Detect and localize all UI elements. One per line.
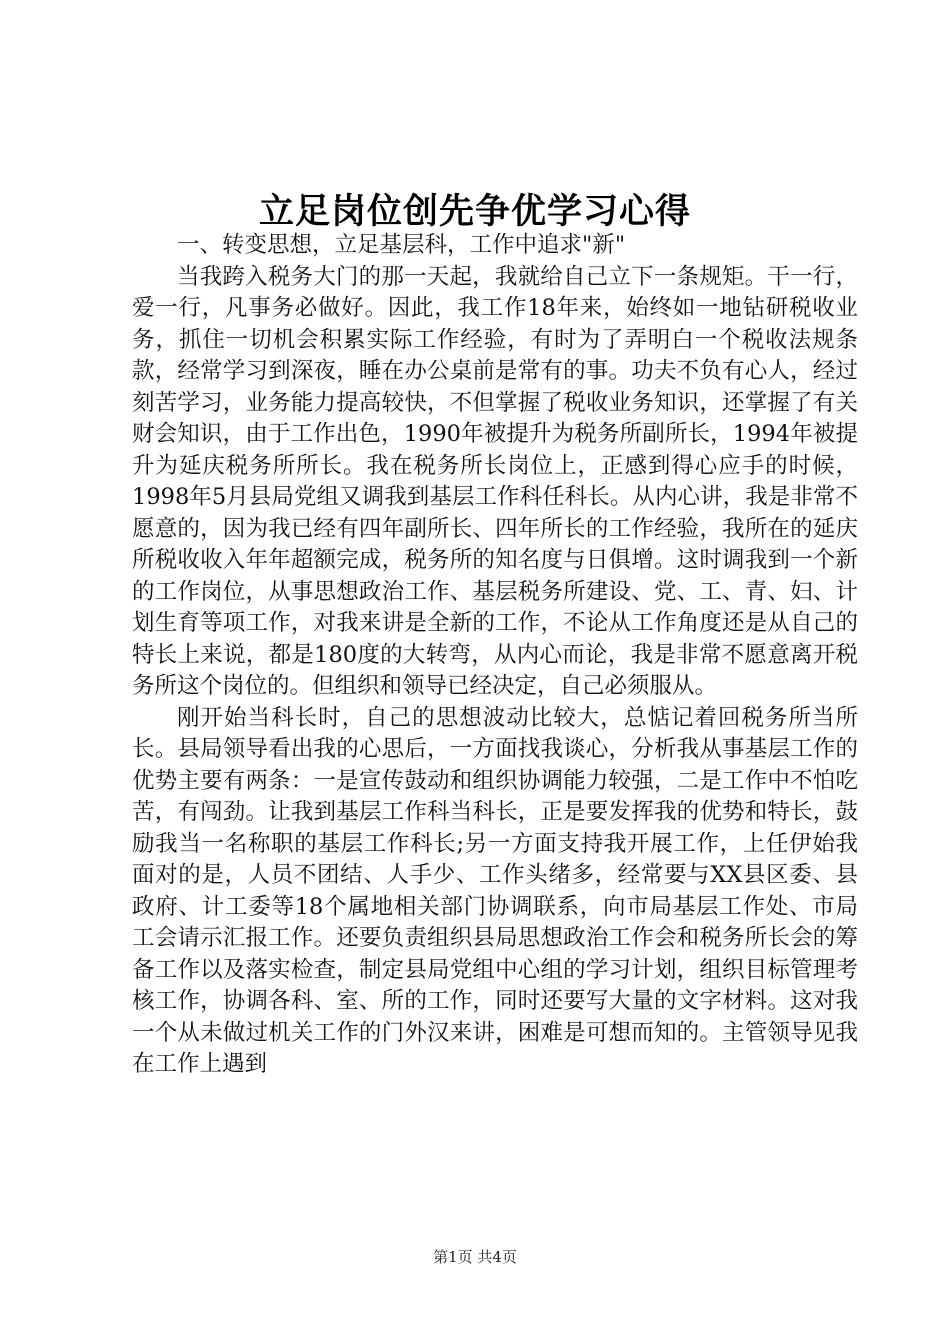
body-paragraph: 当我跨入税务大门的那一天起，我就给自己立下一条规矩。干一行，爱一行，凡事务必做好。因此，我工作18年来，始终如一地钻研税收业务，抓住一切机会积累实际工作经验，有时为了弄明白一个税收法规条款，经常学习到深夜，睡在办公桌前是常有的事。功夫不负有心人，经过刻苦学习，业务能力提高较快，不但掌握了税收业务知识，还掌握了有关财会知识，由于工作出色，1990年被提升为税务所副所长，1994年被提升为延庆税务所所长。我在税务所长岗位上，正感到得心应手的时候，1998年5月县局党组又调我到基层工作科任科长。从内心讲，我是非常不愿意的，因为我已经有四年副所长、四年所长的工作经验，我所在的延庆所税收收入年年超额完成，税务所的知名度与日俱增。这时调我到一个新的工作岗位，从事思想政治工作、基层税务所建设、党、工、青、妇、计划生育等项工作，对我来讲是全新的工作，不论从工作角度还是从自己的特长上来说，都是180度的大转弯，从内心而论，我是非常不愿意离开税务所这个岗位的。但组织和领导已经决定，自己必须服从。 [132, 263, 858, 699]
section-heading: 一、转变思想，立足基层科，工作中追求"新" [177, 232, 626, 258]
document-title: 立足岗位创先争优学习心得 [258, 191, 691, 232]
document-body [132, 230, 858, 1081]
body-paragraph: 刚开始当科长时，自己的思想波动比较大，总惦记着回税务所当所长。县局领导看出我的心思后，一方面找我谈心，分析我从事基层工作的优势主要有两条：一是宣传鼓动和组织协调能力较强，二是工作中不怕吃苦，有闯劲。让我到基层工作科当科长，正是要发挥我的优势和特长，鼓励我当一名称职的基层工作科长;另一方面支持我开展工作，上任伊始我面对的是，人员不团结、人手少、工作头绪多，经常要与XX县区委、县政府、计工委等18个属地相关部门协调联系，向市局基层工作处、市局工会请示汇报工作。还要负责组织县局思想政治工作会和税务所长会的筹备工作以及落实检查，制定县局党组中心组的学习计划，组织目标管理考核工作，协调各科、室、所的工作，同时还要写大量的文字材料。这对我一个从未做过机关工作的门外汉来讲，困难是可想而知的。主管领导见我在工作上遇到 [132, 704, 858, 1077]
page-footer: 第1页 共4页 [433, 1248, 517, 1266]
